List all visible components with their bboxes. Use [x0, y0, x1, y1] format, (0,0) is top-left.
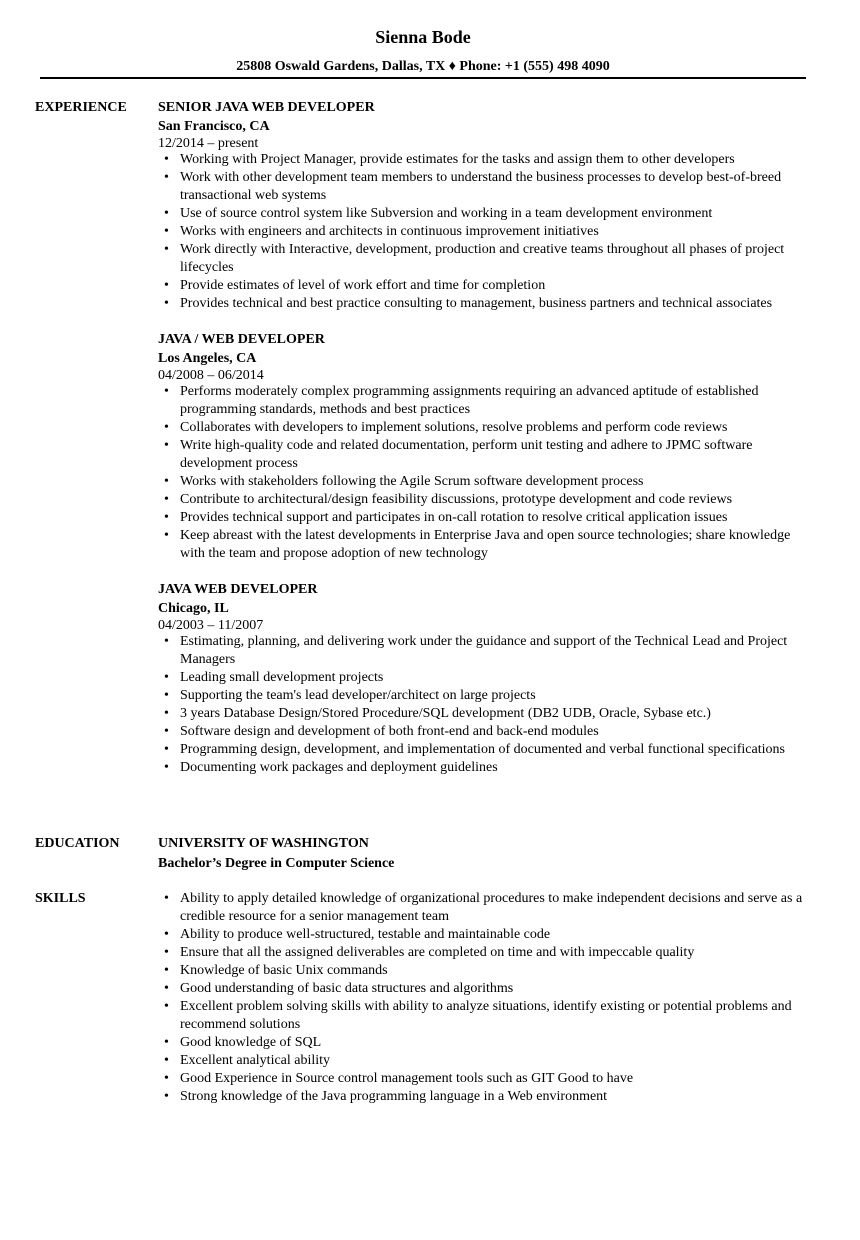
- job-entry: [158, 98, 818, 313]
- skill-text: Ability to produce well-structured, testable and maintainable code: [180, 927, 551, 942]
- list-item: [158, 1034, 818, 1052]
- list-item: [158, 223, 818, 241]
- bullet-icon: •: [164, 945, 169, 960]
- bullet-icon: •: [164, 670, 169, 685]
- list-item: [158, 295, 818, 313]
- bullet-icon: •: [164, 206, 169, 221]
- job-bullets: [158, 151, 818, 313]
- job-location: San Francisco, CA: [158, 119, 270, 134]
- candidate-name: Sienna Bode: [375, 27, 471, 47]
- job-title: JAVA WEB DEVELOPER: [158, 582, 318, 597]
- bullet-icon: •: [164, 510, 169, 525]
- skill-text: Good knowledge of SQL: [180, 1035, 322, 1050]
- bullet-icon: •: [164, 224, 169, 239]
- bullet-text: Provide estimates of level of work effort and time for completion: [180, 278, 546, 293]
- bullet-icon: •: [164, 999, 169, 1014]
- list-item: [158, 491, 818, 509]
- list-item: [158, 437, 818, 473]
- list-item: [158, 633, 818, 669]
- bullet-text: Estimating, planning, and delivering work under the guidance and support of the Technical Lead and Project Managers: [180, 634, 788, 667]
- list-item: [158, 383, 818, 419]
- list-item: [158, 205, 818, 223]
- bullet-text: Work directly with Interactive, development, production and creative teams throughout all phases of project lifecycles: [180, 242, 785, 275]
- job-location: Los Angeles, CA: [158, 351, 257, 366]
- list-item: [158, 980, 818, 998]
- bullet-text: Works with stakeholders following the Agile Scrum software development process: [180, 474, 644, 489]
- list-item: [158, 723, 818, 741]
- skill-text: Good understanding of basic data structures and algorithms: [180, 981, 514, 996]
- bullet-icon: •: [164, 420, 169, 435]
- bullet-icon: •: [164, 1053, 169, 1068]
- section-label-skills: SKILLS: [35, 891, 86, 906]
- bullet-icon: •: [164, 492, 169, 507]
- list-item: [158, 705, 818, 723]
- bullet-icon: •: [164, 688, 169, 703]
- skill-text: Excellent problem solving skills with ability to analyze situations, identify existing or potential problems and recommend solutions: [180, 999, 792, 1032]
- list-item: [158, 944, 818, 962]
- bullet-icon: •: [164, 152, 169, 167]
- job-bullets: [158, 383, 818, 563]
- bullet-icon: •: [164, 474, 169, 489]
- bullet-icon: •: [164, 724, 169, 739]
- skills-list: [158, 890, 818, 1106]
- degree-name: Bachelor’s Degree in Computer Science: [158, 856, 395, 871]
- bullet-icon: •: [164, 981, 169, 996]
- school-name: UNIVERSITY OF WASHINGTON: [158, 836, 369, 851]
- job-location: Chicago, IL: [158, 601, 229, 616]
- experience-list: [158, 98, 818, 794]
- list-item: [158, 759, 818, 777]
- list-item: [158, 1088, 818, 1106]
- bullet-text: Works with engineers and architects in continuous improvement initiatives: [180, 224, 599, 239]
- bullet-text: Write high-quality code and related documentation, perform unit testing and adhere to JPMC software development process: [180, 438, 753, 471]
- bullet-text: Use of source control system like Subversion and working in a team development environment: [180, 206, 713, 221]
- job-bullets: [158, 633, 818, 777]
- education-entry: [158, 834, 818, 874]
- skill-text: Ability to apply detailed knowledge of organizational procedures to make independent decisions and serve as a credible resource for a senior management team: [180, 891, 803, 924]
- bullet-icon: •: [164, 1089, 169, 1104]
- job-entry: [158, 330, 818, 563]
- list-item: [158, 998, 818, 1034]
- bullet-text: Programming design, development, and implementation of documented and verbal functional specifications: [180, 742, 785, 757]
- skill-text: Knowledge of basic Unix commands: [180, 963, 388, 978]
- skills-list-wrap: [158, 890, 818, 1106]
- bullet-text: Performs moderately complex programming assignments requiring an advanced aptitude of established programming standards, methods and best practices: [180, 384, 759, 417]
- contact-line: 25808 Oswald Gardens, Dallas, TX ♦ Phone: +1 (555) 498 4090: [236, 59, 610, 74]
- list-item: [158, 741, 818, 759]
- job-dates: 12/2014 – present: [158, 136, 259, 151]
- bullet-icon: •: [164, 438, 169, 453]
- skill-text: Excellent analytical ability: [180, 1053, 331, 1068]
- bullet-text: Keep abreast with the latest developments in Enterprise Java and open source technologies; share knowledge with the team and propose adoption of new technology: [180, 528, 791, 561]
- bullet-text: Provides technical support and participates in on-call rotation to resolve critical application issues: [180, 510, 728, 525]
- bullet-icon: •: [164, 742, 169, 757]
- list-item: [158, 527, 818, 563]
- header-divider: [40, 77, 806, 79]
- bullet-text: Software design and development of both front-end and back-end modules: [180, 724, 599, 739]
- bullet-text: Leading small development projects: [180, 670, 384, 685]
- section-label-experience: EXPERIENCE: [35, 100, 127, 115]
- bullet-icon: •: [164, 927, 169, 942]
- list-item: [158, 926, 818, 944]
- job-dates: 04/2008 – 06/2014: [158, 368, 264, 383]
- list-item: [158, 151, 818, 169]
- bullet-text: Contribute to architectural/design feasibility discussions, prototype development and code reviews: [180, 492, 733, 507]
- list-item: [158, 169, 818, 205]
- skill-text: Strong knowledge of the Java programming language in a Web environment: [180, 1089, 608, 1104]
- list-item: [158, 277, 818, 295]
- list-item: [158, 473, 818, 491]
- skill-text: Good Experience in Source control management tools such as GIT Good to have: [180, 1071, 634, 1086]
- bullet-icon: •: [164, 278, 169, 293]
- bullet-icon: •: [164, 891, 169, 906]
- bullet-icon: •: [164, 296, 169, 311]
- bullet-text: Working with Project Manager, provide estimates for the tasks and assign them to other developers: [180, 152, 735, 167]
- bullet-icon: •: [164, 242, 169, 257]
- list-item: [158, 890, 818, 926]
- section-label-education: EDUCATION: [35, 836, 120, 851]
- bullet-icon: •: [164, 963, 169, 978]
- job-dates: 04/2003 – 11/2007: [158, 618, 264, 633]
- bullet-icon: •: [164, 1071, 169, 1086]
- bullet-icon: •: [164, 634, 169, 649]
- list-item: [158, 419, 818, 437]
- bullet-icon: •: [164, 760, 169, 775]
- bullet-text: Work with other development team members to understand the business processes to develop best-of-breed transactional web systems: [180, 170, 782, 203]
- list-item: [158, 1052, 818, 1070]
- bullet-icon: •: [164, 528, 169, 543]
- bullet-text: Supporting the team's lead developer/architect on large projects: [180, 688, 536, 703]
- skill-text: Ensure that all the assigned deliverables are completed on time and with impeccable quality: [180, 945, 695, 960]
- list-item: [158, 687, 818, 705]
- list-item: [158, 509, 818, 527]
- list-item: [158, 669, 818, 687]
- job-title: JAVA / WEB DEVELOPER: [158, 332, 325, 347]
- bullet-text: Collaborates with developers to implement solutions, resolve problems and perform code reviews: [180, 420, 728, 435]
- list-item: [158, 962, 818, 980]
- job-entry: [158, 580, 818, 777]
- bullet-text: Documenting work packages and deployment guidelines: [180, 760, 498, 775]
- bullet-icon: •: [164, 384, 169, 399]
- list-item: [158, 1070, 818, 1088]
- job-title: SENIOR JAVA WEB DEVELOPER: [158, 100, 375, 115]
- bullet-icon: •: [164, 706, 169, 721]
- bullet-icon: •: [164, 170, 169, 185]
- bullet-icon: •: [164, 1035, 169, 1050]
- list-item: [158, 241, 818, 277]
- bullet-text: Provides technical and best practice consulting to management, business partners and technical associates: [180, 296, 773, 311]
- bullet-text: 3 years Database Design/Stored Procedure/SQL development (DB2 UDB, Oracle, Sybase etc.): [180, 706, 711, 721]
